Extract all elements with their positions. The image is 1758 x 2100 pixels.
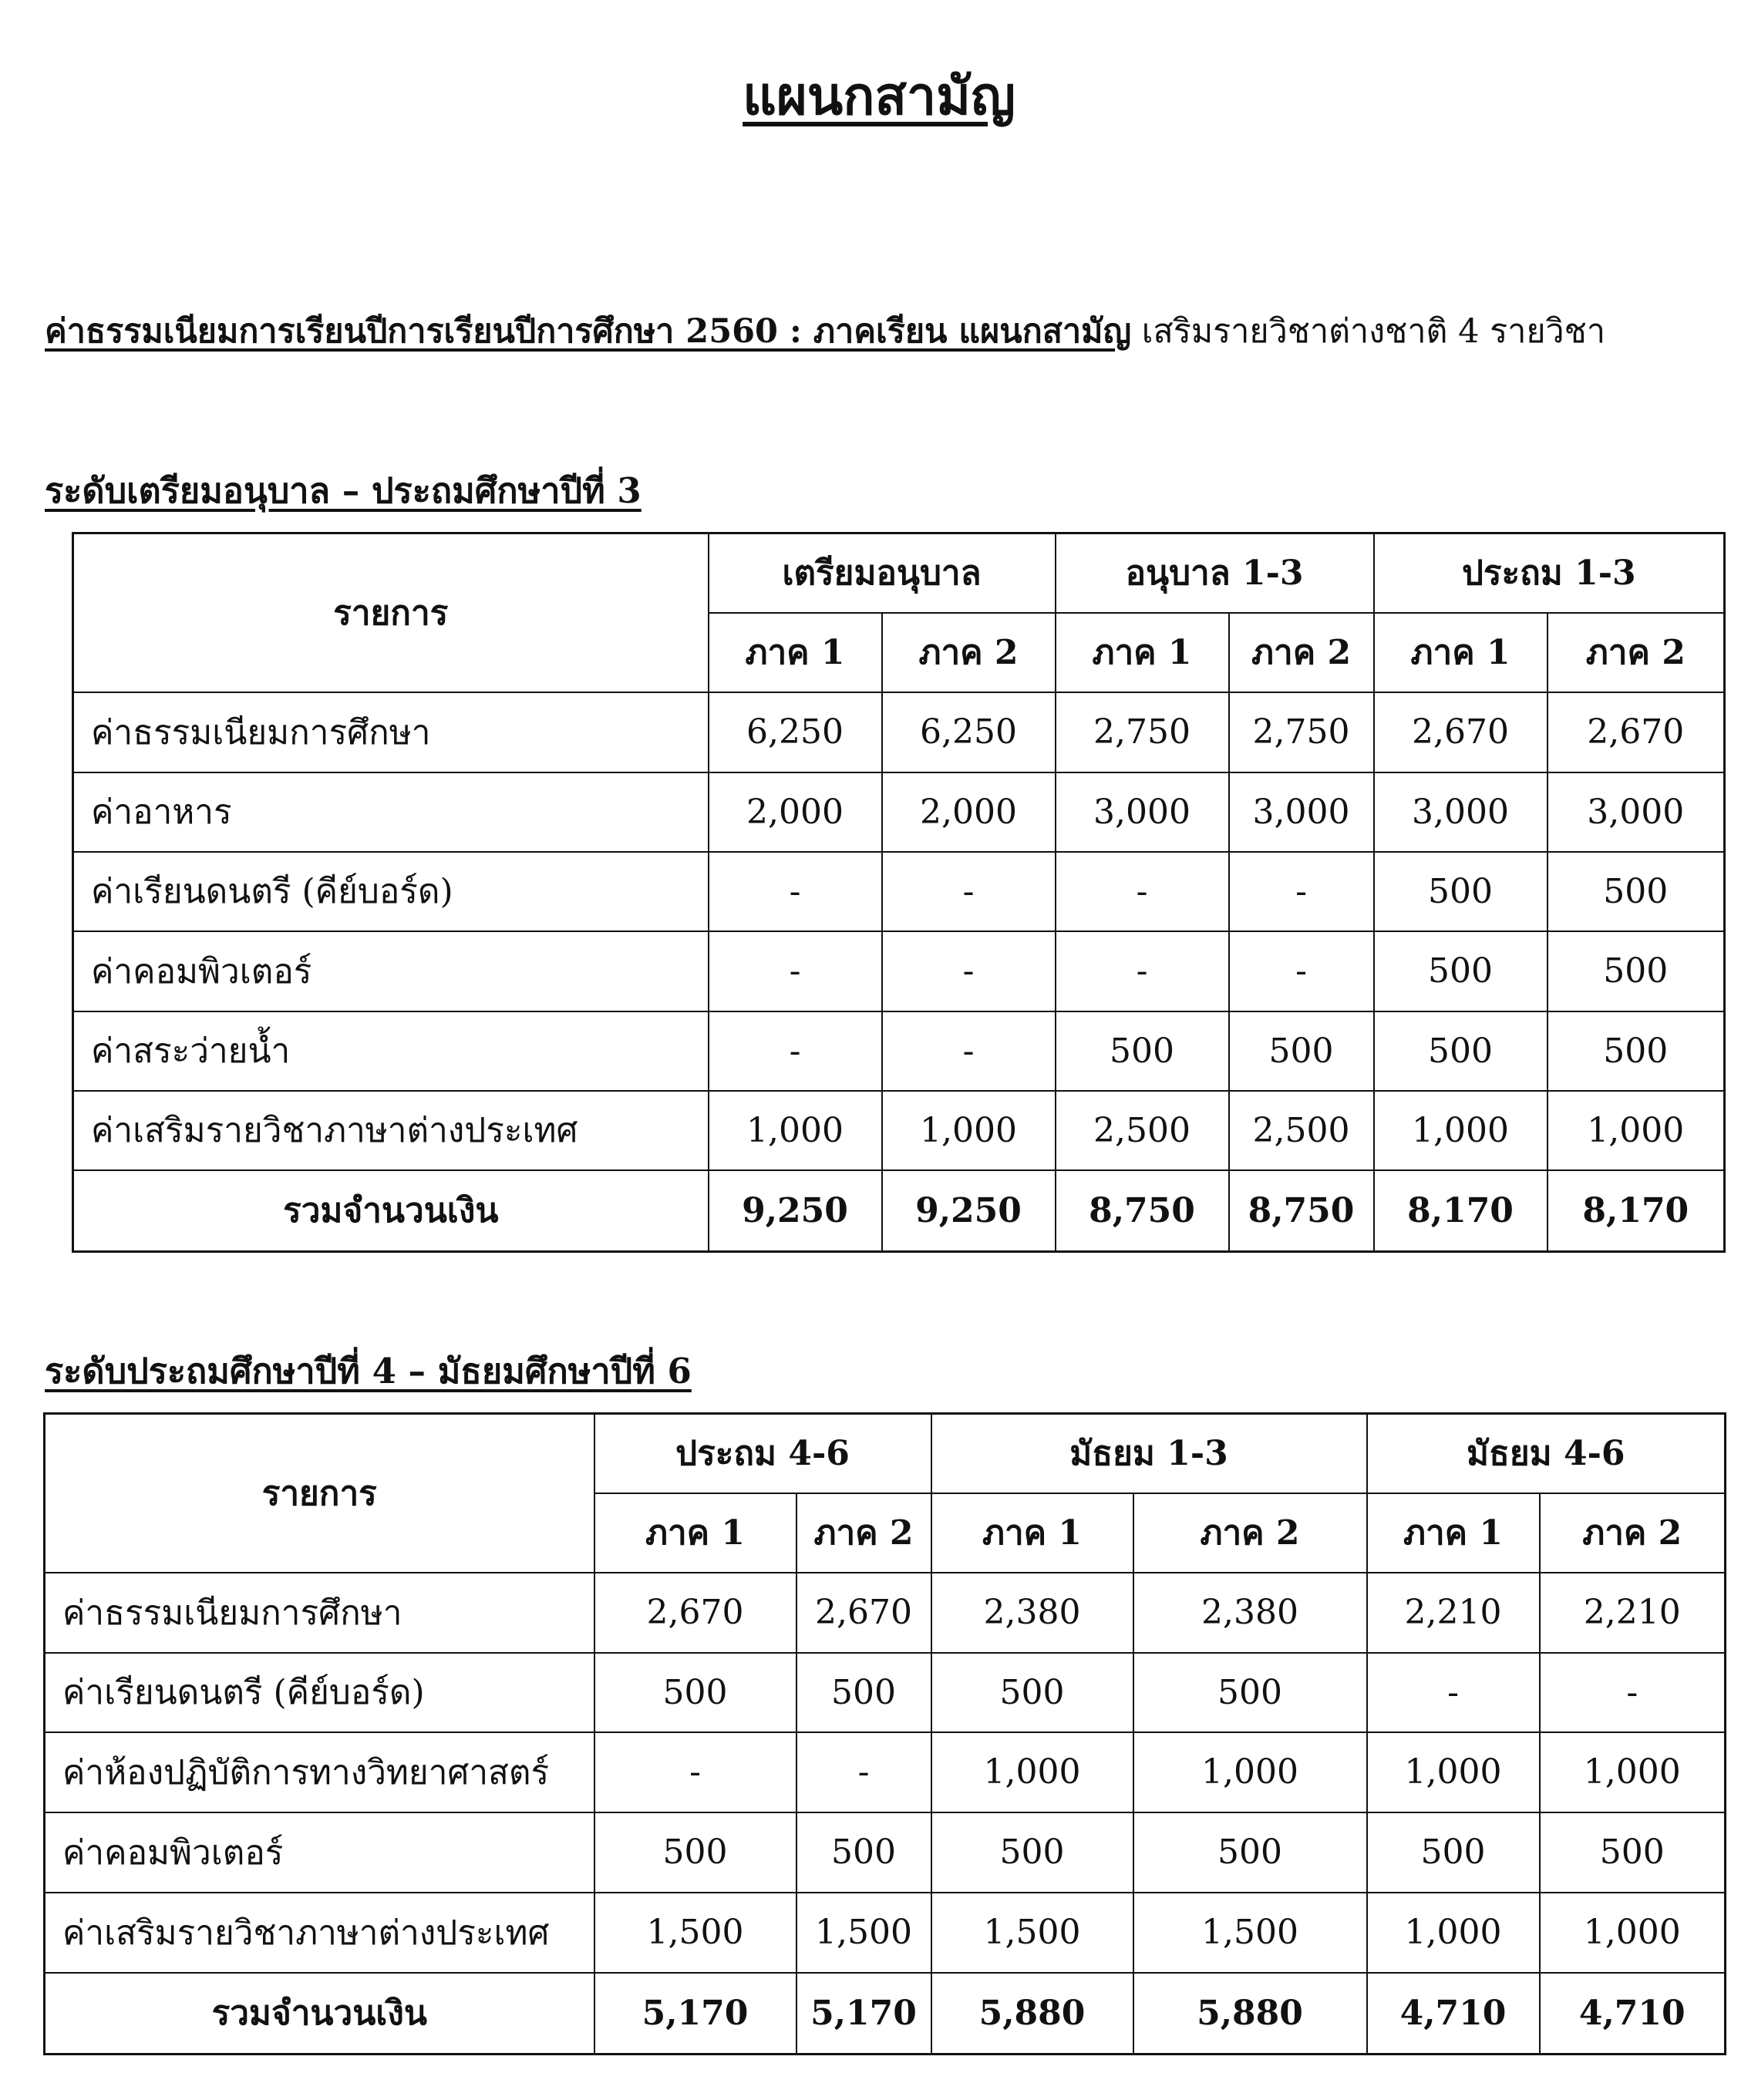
- fee-amount: 1,000: [931, 1732, 1133, 1812]
- fee-amount: 2,000: [882, 772, 1056, 852]
- fee-amount: -: [1056, 931, 1229, 1011]
- fee-amount: -: [1229, 852, 1374, 931]
- term-header: ภาค 2: [882, 613, 1056, 692]
- table-row: [73, 931, 1725, 1011]
- fee-amount: 500: [931, 1653, 1133, 1732]
- fee-item-label: ค่าห้องปฏิบัติการทางวิทยาศาสตร์: [45, 1732, 594, 1812]
- fee-amount: 1,000: [1548, 1091, 1725, 1170]
- term-header: ภาค 2: [1540, 1493, 1726, 1573]
- total-amount: 5,170: [594, 1973, 796, 2055]
- fee-amount: 2,500: [1229, 1091, 1374, 1170]
- fee-amount: 1,500: [1133, 1893, 1367, 1973]
- fee-amount: 1,000: [1540, 1732, 1726, 1812]
- fee-amount: 2,210: [1367, 1573, 1540, 1653]
- table-row: [73, 692, 1725, 772]
- fee-amount: 2,670: [594, 1573, 796, 1653]
- term-header: ภาค 2: [1133, 1493, 1367, 1573]
- fee-item-label: ค่าเสริมรายวิชาภาษาต่างประเทศ: [73, 1091, 709, 1170]
- term-header: ภาค 1: [709, 613, 882, 692]
- fee-amount: 2,500: [1056, 1091, 1229, 1170]
- term-header: ภาค 1: [931, 1493, 1133, 1573]
- total-amount: 4,710: [1540, 1973, 1726, 2055]
- fee-amount: 2,750: [1056, 692, 1229, 772]
- fee-item-label: ค่าสระว่ายน้ำ: [73, 1011, 709, 1091]
- fee-amount: 500: [1540, 1812, 1726, 1893]
- fee-amount: -: [882, 931, 1056, 1011]
- fee-amount: 6,250: [882, 692, 1056, 772]
- fee-amount: -: [709, 931, 882, 1011]
- fee-amount: -: [594, 1732, 796, 1812]
- group-header: มัธยม 4-6: [1367, 1414, 1726, 1493]
- total-amount: 5,880: [1133, 1973, 1367, 2055]
- table-row: [45, 1732, 1726, 1812]
- fee-amount: 500: [1374, 1011, 1548, 1091]
- section1-heading: ระดับเตรียมอนุบาล – ประถมศึกษาปีที่ 3: [45, 470, 642, 511]
- section2-heading: ระดับประถมศึกษาปีที่ 4 – มัธยมศึกษาปีที่ 6: [45, 1351, 692, 1392]
- fee-item-label: ค่าธรรมเนียมการศึกษา: [73, 692, 709, 772]
- total-amount: 5,880: [931, 1973, 1133, 2055]
- fee-amount: 2,210: [1540, 1573, 1726, 1653]
- fee-amount: 1,500: [796, 1893, 931, 1973]
- table-row: [45, 1653, 1726, 1732]
- fee-item-label: ค่าเสริมรายวิชาภาษาต่างประเทศ: [45, 1893, 594, 1973]
- fee-amount: 2,000: [709, 772, 882, 852]
- subtitle-note: เสริมรายวิชาต่างชาติ 4 รายวิชา: [1131, 312, 1606, 351]
- fee-amount: 1,000: [1367, 1893, 1540, 1973]
- total-amount: 9,250: [709, 1170, 882, 1252]
- fee-amount: 2,750: [1229, 692, 1374, 772]
- group-header: ประถม 1-3: [1374, 533, 1725, 613]
- fee-amount: -: [796, 1732, 931, 1812]
- fee-amount: 500: [1548, 852, 1725, 931]
- fee-amount: 500: [1548, 1011, 1725, 1091]
- term-header: ภาค 1: [1367, 1493, 1540, 1573]
- fee-amount: 1,000: [1133, 1732, 1367, 1812]
- fee-amount: 3,000: [1548, 772, 1725, 852]
- total-amount: 5,170: [796, 1973, 931, 2055]
- fee-amount: 6,250: [709, 692, 882, 772]
- fee-item-label: ค่าคอมพิวเตอร์: [73, 931, 709, 1011]
- fee-amount: 500: [1133, 1653, 1367, 1732]
- fee-amount: 500: [594, 1812, 796, 1893]
- total-row: [45, 1973, 1726, 2055]
- table-row: [73, 852, 1725, 931]
- table-row: [73, 1011, 1725, 1091]
- total-amount: 8,750: [1056, 1170, 1229, 1252]
- fee-amount: 2,670: [1374, 692, 1548, 772]
- fee-amount: 500: [1374, 931, 1548, 1011]
- term-header: ภาค 2: [796, 1493, 931, 1573]
- group-header: ประถม 4-6: [594, 1414, 931, 1493]
- group-header: มัธยม 1-3: [931, 1414, 1367, 1493]
- fee-item-label: ค่าธรรมเนียมการศึกษา: [45, 1573, 594, 1653]
- fee-amount: 500: [796, 1653, 931, 1732]
- total-label: รวมจำนวนเงิน: [73, 1170, 709, 1252]
- total-amount: 8,170: [1374, 1170, 1548, 1252]
- fee-item-label: ค่าเรียนดนตรี (คีย์บอร์ด): [45, 1653, 594, 1732]
- term-header: ภาค 1: [1056, 613, 1229, 692]
- fee-amount: 1,500: [594, 1893, 796, 1973]
- page-title: แผนกสามัญ: [743, 66, 1015, 127]
- fee-item-label: ค่าคอมพิวเตอร์: [45, 1812, 594, 1893]
- fee-amount: 1,000: [709, 1091, 882, 1170]
- fee-amount: 3,000: [1374, 772, 1548, 852]
- fee-amount: 500: [1133, 1812, 1367, 1893]
- fee-amount: 500: [931, 1812, 1133, 1893]
- fee-amount: 500: [1229, 1011, 1374, 1091]
- total-amount: 4,710: [1367, 1973, 1540, 2055]
- total-amount: 9,250: [882, 1170, 1056, 1252]
- fee-table-preschool-primary: [72, 532, 1726, 1253]
- fee-amount: -: [709, 1011, 882, 1091]
- fee-amount: -: [1367, 1653, 1540, 1732]
- table-row: [45, 1893, 1726, 1973]
- fee-amount: 2,380: [931, 1573, 1133, 1653]
- fee-amount: -: [1229, 931, 1374, 1011]
- total-label: รวมจำนวนเงิน: [45, 1973, 594, 2055]
- fee-amount: 500: [594, 1653, 796, 1732]
- fee-amount: 1,000: [882, 1091, 1056, 1170]
- total-row: [73, 1170, 1725, 1252]
- fee-amount: 1,000: [1367, 1732, 1540, 1812]
- fee-table-upper-primary-secondary: [43, 1412, 1726, 2055]
- fee-amount: 500: [796, 1812, 931, 1893]
- fee-amount: 1,500: [931, 1893, 1133, 1973]
- fee-amount: -: [1540, 1653, 1726, 1732]
- fee-amount: 500: [1367, 1812, 1540, 1893]
- total-amount: 8,750: [1229, 1170, 1374, 1252]
- fee-amount: -: [1056, 852, 1229, 931]
- fee-amount: -: [882, 852, 1056, 931]
- term-header: ภาค 1: [1374, 613, 1548, 692]
- fee-amount: 2,670: [796, 1573, 931, 1653]
- group-header: เตรียมอนุบาล: [709, 533, 1056, 613]
- fee-amount: 2,380: [1133, 1573, 1367, 1653]
- header-row-groups: [73, 533, 1725, 613]
- fee-amount: -: [882, 1011, 1056, 1091]
- fee-subtitle: [45, 305, 1605, 357]
- term-header: ภาค 2: [1229, 613, 1374, 692]
- fee-amount: 1,000: [1374, 1091, 1548, 1170]
- fee-amount: 500: [1548, 931, 1725, 1011]
- fee-amount: -: [709, 852, 882, 931]
- group-header: อนุบาล 1-3: [1056, 533, 1374, 613]
- table-row: [73, 1091, 1725, 1170]
- table-row: [45, 1573, 1726, 1653]
- subtitle-main: ค่าธรรมเนียมการเรียนปีการเรียนปีการศึกษา 2560 : ภาคเรียน แผนกสามัญ: [45, 312, 1132, 351]
- fee-amount: 2,670: [1548, 692, 1725, 772]
- term-header: ภาค 1: [594, 1493, 796, 1573]
- fee-amount: 3,000: [1229, 772, 1374, 852]
- fee-amount: 500: [1056, 1011, 1229, 1091]
- fee-amount: 500: [1374, 852, 1548, 931]
- total-amount: 8,170: [1548, 1170, 1725, 1252]
- table-row: [45, 1812, 1726, 1893]
- fee-amount: 1,000: [1540, 1893, 1726, 1973]
- term-header: ภาค 2: [1548, 613, 1725, 692]
- fee-item-label: ค่าเรียนดนตรี (คีย์บอร์ด): [73, 852, 709, 931]
- fee-amount: 3,000: [1056, 772, 1229, 852]
- item-header: รายการ: [45, 1414, 594, 1573]
- fee-item-label: ค่าอาหาร: [73, 772, 709, 852]
- header-row-groups: [45, 1414, 1726, 1493]
- table-row: [73, 772, 1725, 852]
- item-header: รายการ: [73, 533, 709, 692]
